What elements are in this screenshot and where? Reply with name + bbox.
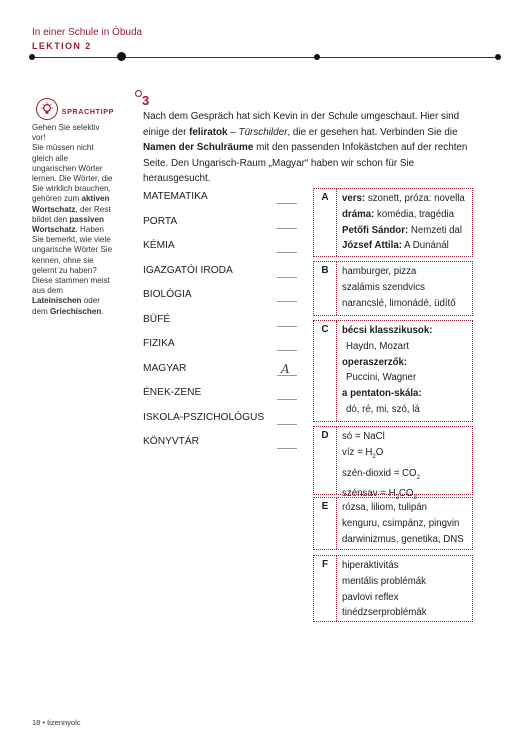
answer-blank[interactable] xyxy=(277,252,297,253)
info-box-d xyxy=(313,426,473,502)
answer-blank[interactable] xyxy=(277,350,297,351)
sprachtipp-header xyxy=(36,98,114,120)
info-box-b xyxy=(313,261,473,316)
answer-blank[interactable] xyxy=(277,326,297,327)
sprachtipp-text: Gehen Sie selektiv vor! Sie müssen nicht gleich alle ungarischen Wörter lernen. Die Wörter, die Sie wirklich brauchen, gehören zum aktiven Wortschatz, der Rest bildet den passiven Wortschatz. Haben Sie bemerkt, wie viele ungarische Wörter Sie kennen, ohne sie gelernt zu haben? Diese stammen meist aus dem Lateinischen oder dem Griechischen. xyxy=(32,123,113,316)
word-item: IGAZGATÓI IRODA xyxy=(143,265,233,276)
header-rule xyxy=(32,57,498,58)
box-content: hiperaktivitás mentális problémák pavlovi reflex tinédzserproblémák xyxy=(342,560,427,619)
exercise-instructions: Nach dem Gespräch hat sich Kevin in der Schule umgeschaut. Hier sind einige der feliratok – Türschilder, die er gesehen hat. Verbinden Sie die Namen der Schulräume mit den passenden Infokästchen auf der rechten Seite. Den Ungarisch-Raum „Magyar“ haben wir schon für Sie herausgesucht. xyxy=(143,111,468,184)
box-divider xyxy=(336,189,337,256)
example-answer: A xyxy=(281,362,290,376)
box-content: hamburger, pizza szalámis szendvics narancslé, limonádé, üdítő xyxy=(342,266,456,309)
page-footer xyxy=(32,718,81,727)
page-number: 18 xyxy=(32,718,41,727)
exercise-number: 3 xyxy=(142,93,150,108)
box-content: bécsi klasszikusok: Haydn, Mozart operaszerzők: Puccini, Wagner a pentaton-skála: dó, ré, mi, szó, lá xyxy=(342,325,433,415)
info-box-f xyxy=(313,555,473,622)
header-dot xyxy=(495,54,501,60)
word-item: ISKOLA-PSZICHOLÓGUS xyxy=(143,412,265,423)
info-box-a xyxy=(313,188,473,257)
word-item: BIOLÓGIA xyxy=(143,289,192,300)
box-divider xyxy=(336,556,337,621)
header-dot xyxy=(117,52,126,61)
box-divider xyxy=(336,262,337,315)
exercise-marker-icon xyxy=(135,90,142,97)
answer-blank[interactable] xyxy=(277,301,297,302)
box-letter: A xyxy=(321,192,329,203)
info-box-c xyxy=(313,320,473,422)
box-letter: D xyxy=(321,430,329,441)
box-divider xyxy=(336,321,337,421)
word-item: FIZIKA xyxy=(143,338,175,349)
box-content: só = NaCl víz = $H_2O$ szén-dioxid = $CO_2$ szénsav = $H_2CO_3$ xyxy=(342,431,420,502)
answer-blank[interactable] xyxy=(277,399,297,400)
box-divider xyxy=(336,498,337,549)
box-divider xyxy=(336,427,337,494)
header-dot xyxy=(314,54,320,60)
answer-blank[interactable] xyxy=(277,228,297,229)
header-dot xyxy=(29,54,35,60)
word-item: MAGYAR xyxy=(143,363,187,374)
word-item: KÖNYVTÁR xyxy=(143,436,200,447)
word-item: BÜFÉ xyxy=(143,314,171,325)
box-content: vers: szonett, próza: novella dráma: komédia, tragédia Petőfi Sándor: Nemzeti dal József Attila: A Dunánál xyxy=(342,193,465,252)
sprachtipp-box xyxy=(32,98,114,317)
answer-blank[interactable] xyxy=(277,424,297,425)
lightbulb-icon xyxy=(36,98,58,120)
box-letter: E xyxy=(321,501,329,512)
box-content: rózsa, liliom, tulipán kenguru, csimpánz, pingvin darwinizmus, genetika, DNS xyxy=(342,502,464,545)
word-item: KÉMIA xyxy=(143,240,175,251)
sprachtipp-label: SPRACHTIPP xyxy=(61,106,114,116)
answer-blank[interactable] xyxy=(277,277,297,278)
word-item: MATEMATIKA xyxy=(143,191,208,202)
page-number-word: tizennyolc xyxy=(47,718,81,727)
word-item: PORTA xyxy=(143,216,178,227)
word-item: ÉNEK-ZENE xyxy=(143,387,202,398)
info-box-e xyxy=(313,497,473,550)
section-title: In einer Schule in Óbuda xyxy=(32,27,143,38)
lesson-label: LEKTION 2 xyxy=(32,41,92,51)
answer-blank[interactable] xyxy=(277,203,297,204)
box-letter: C xyxy=(321,324,329,335)
answer-blank[interactable] xyxy=(277,448,297,449)
footer-separator: • xyxy=(42,718,46,727)
box-letter: B xyxy=(321,265,329,276)
box-letter: F xyxy=(321,559,329,570)
